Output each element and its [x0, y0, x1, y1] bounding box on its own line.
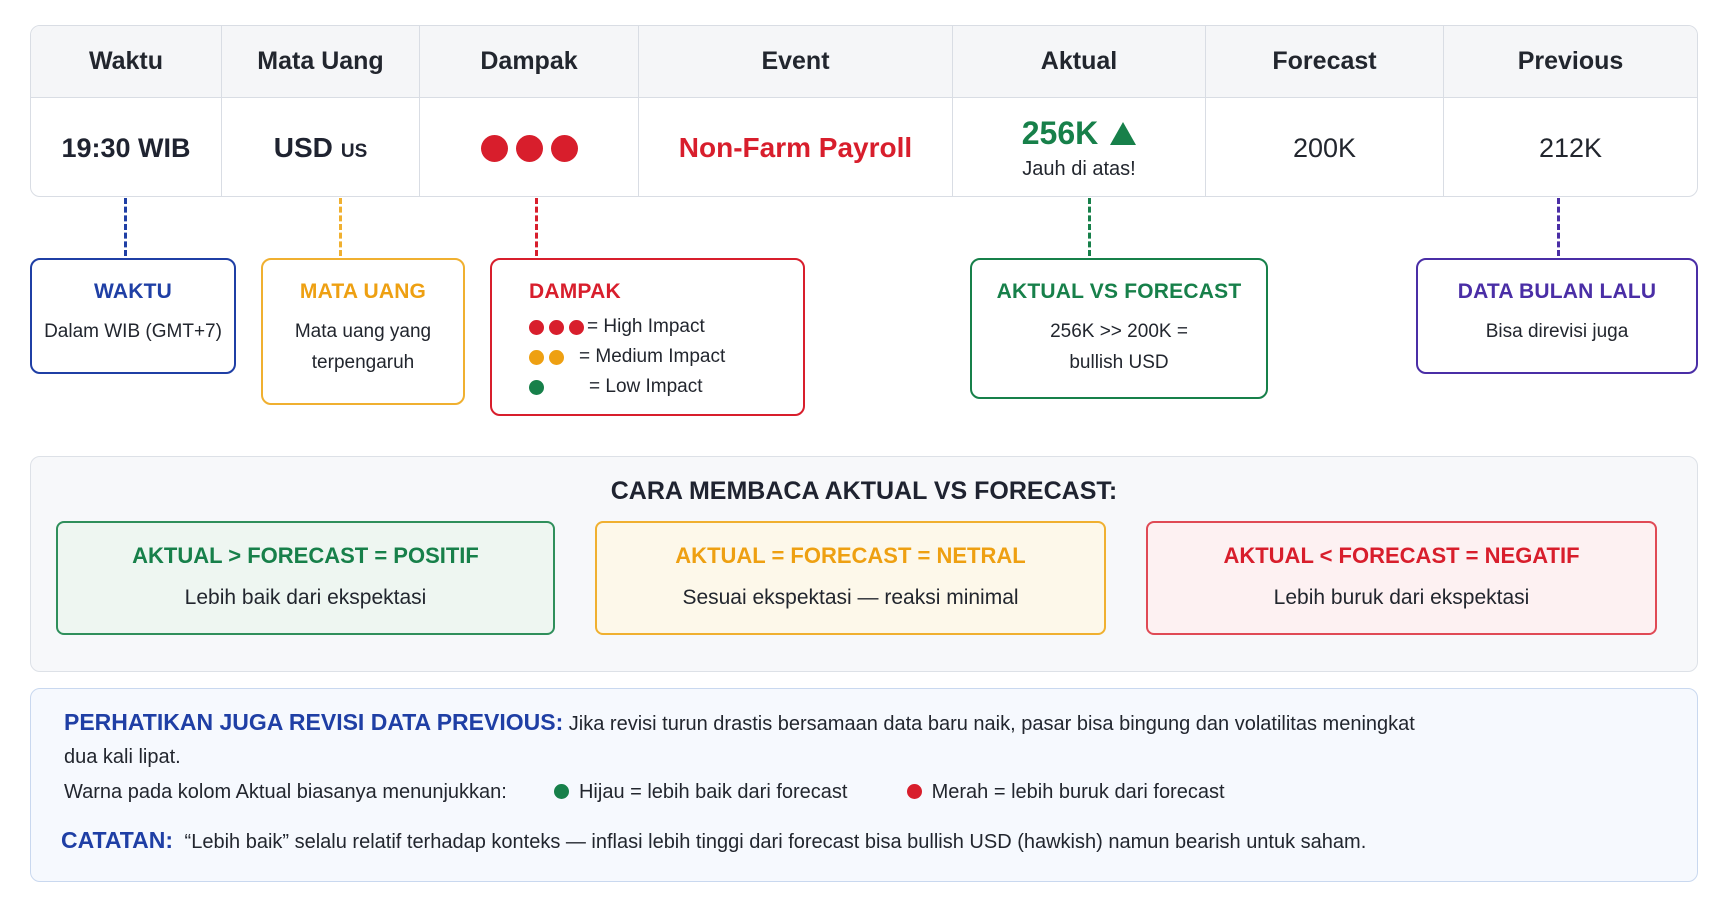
cell-actual — [953, 98, 1206, 197]
connector-waktu — [124, 198, 127, 256]
callout-mata-uang-title: MATA UANG — [299, 280, 427, 303]
actual-note: Jauh di atas! — [1022, 158, 1136, 180]
previous-value: 212K — [1538, 132, 1603, 163]
header-dampak: Dampak — [420, 26, 639, 97]
callout-dampak — [490, 258, 805, 416]
time-value: 19:30 WIB — [61, 132, 191, 163]
green-dot-icon — [554, 784, 569, 799]
rule-positive — [56, 521, 555, 635]
impact-dots — [481, 135, 578, 162]
callout-waktu-body: Dalam WIB (GMT+7) — [44, 321, 222, 342]
cell-impact — [420, 98, 639, 197]
connector-dampak — [535, 198, 538, 256]
cell-time — [31, 98, 222, 197]
guide-title: CARA MEMBACA AKTUAL VS FORECAST: — [610, 477, 1118, 505]
rule-negative-title: AKTUAL < FORECAST = NEGATIF — [1223, 543, 1580, 568]
callout-waktu — [30, 258, 236, 374]
color-legend — [64, 781, 1225, 804]
impact-dot-icon — [481, 135, 508, 162]
callout-previous-body: Bisa direvisi juga — [1485, 321, 1629, 342]
actual-main — [1022, 115, 1137, 152]
table-row[interactable] — [31, 98, 1697, 197]
high-impact-dots-icon — [529, 320, 587, 335]
catatan-text: “Lebih baik” selalu relatif terhadap konteks — inflasi lebih tinggi dari forecast bisa bullish USD (hawkish) namun bearish untuk saham. — [184, 831, 1367, 853]
connector-aktual — [1088, 198, 1091, 256]
legend-medium — [529, 342, 803, 372]
revision-note-text: Jika revisi turun drastis bersamaan data baru naik, pasar bisa bingung dan volatilitas meningkat — [568, 713, 1415, 735]
legend-high-label: = High Impact — [587, 316, 705, 337]
header-previous: Previous — [1517, 47, 1624, 75]
rule-negative-desc: Lebih buruk dari ekspektasi — [1273, 586, 1530, 609]
impact-dot-icon — [551, 135, 578, 162]
callout-mata-uang-body: Mata uang yang terpengaruh — [294, 321, 432, 373]
reading-guide-panel — [30, 456, 1698, 672]
revision-note — [64, 709, 1415, 736]
actual-value: 256K — [1021, 115, 1099, 151]
callout-dampak-title: DAMPAK — [529, 280, 621, 303]
color-legend-intro: Warna pada kolom Aktual biasanya menunjukkan: — [64, 781, 507, 803]
callout-mata-uang — [261, 258, 465, 405]
medium-impact-dots-icon — [529, 350, 574, 365]
rule-negative — [1146, 521, 1657, 635]
callout-aktual-title: AKTUAL VS FORECAST — [996, 280, 1242, 303]
currency-wrap — [274, 132, 368, 164]
callout-previous-title: DATA BULAN LALU — [1457, 280, 1657, 303]
callout-aktual-vs-forecast — [970, 258, 1268, 399]
rule-neutral — [595, 521, 1106, 635]
rule-positive-desc: Lebih baik dari ekspektasi — [184, 586, 427, 609]
us-flag-icon: US — [340, 141, 368, 162]
callout-aktual-body: 256K >> 200K = bullish USD — [1050, 321, 1188, 373]
cell-currency — [222, 98, 420, 197]
connector-mata-uang — [339, 198, 342, 256]
legend-medium-label: = Medium Impact — [579, 346, 726, 367]
impact-dot-icon — [516, 135, 543, 162]
legend-low — [529, 372, 803, 402]
currency-value: USD — [273, 132, 333, 163]
header-waktu: Waktu — [31, 26, 222, 97]
header-event: Event — [639, 26, 953, 97]
table-header-row — [31, 26, 1697, 98]
red-dot-icon — [907, 784, 922, 799]
event-name[interactable]: Non-Farm Payroll — [678, 132, 913, 163]
cell-forecast — [1206, 98, 1444, 197]
color-legend-green: Hijau = lebih baik dari forecast — [578, 781, 848, 803]
revision-note-cont: dua kali lipat. — [64, 746, 181, 768]
catatan-note — [61, 827, 1366, 854]
economic-calendar-table — [30, 25, 1698, 197]
rule-neutral-desc: Sesuai ekspektasi — reaksi minimal — [682, 586, 1019, 609]
header-forecast: Forecast — [1206, 26, 1444, 97]
revision-note-key: PERHATIKAN JUGA REVISI DATA PREVIOUS: — [64, 709, 564, 735]
low-impact-dot-icon — [529, 380, 589, 395]
cell-previous — [1444, 98, 1697, 197]
arrow-up-icon — [1110, 122, 1136, 145]
cell-event — [639, 98, 953, 197]
rule-neutral-title: AKTUAL = FORECAST = NETRAL — [675, 543, 1026, 568]
forecast-value: 200K — [1292, 132, 1357, 163]
header-mata-uang: Mata Uang — [222, 26, 420, 97]
notes-panel — [30, 688, 1698, 882]
legend-low-label: = Low Impact — [589, 376, 703, 397]
color-legend-red: Merah = lebih buruk dari forecast — [931, 781, 1225, 803]
catatan-key: CATATAN: — [61, 827, 173, 853]
callout-data-bulan-lalu — [1416, 258, 1698, 374]
callout-waktu-title: WAKTU — [94, 280, 172, 303]
connector-previous — [1557, 198, 1560, 256]
legend-high — [529, 312, 803, 342]
rule-positive-title: AKTUAL > FORECAST = POSITIF — [132, 543, 479, 568]
header-aktual: Aktual — [953, 26, 1206, 97]
